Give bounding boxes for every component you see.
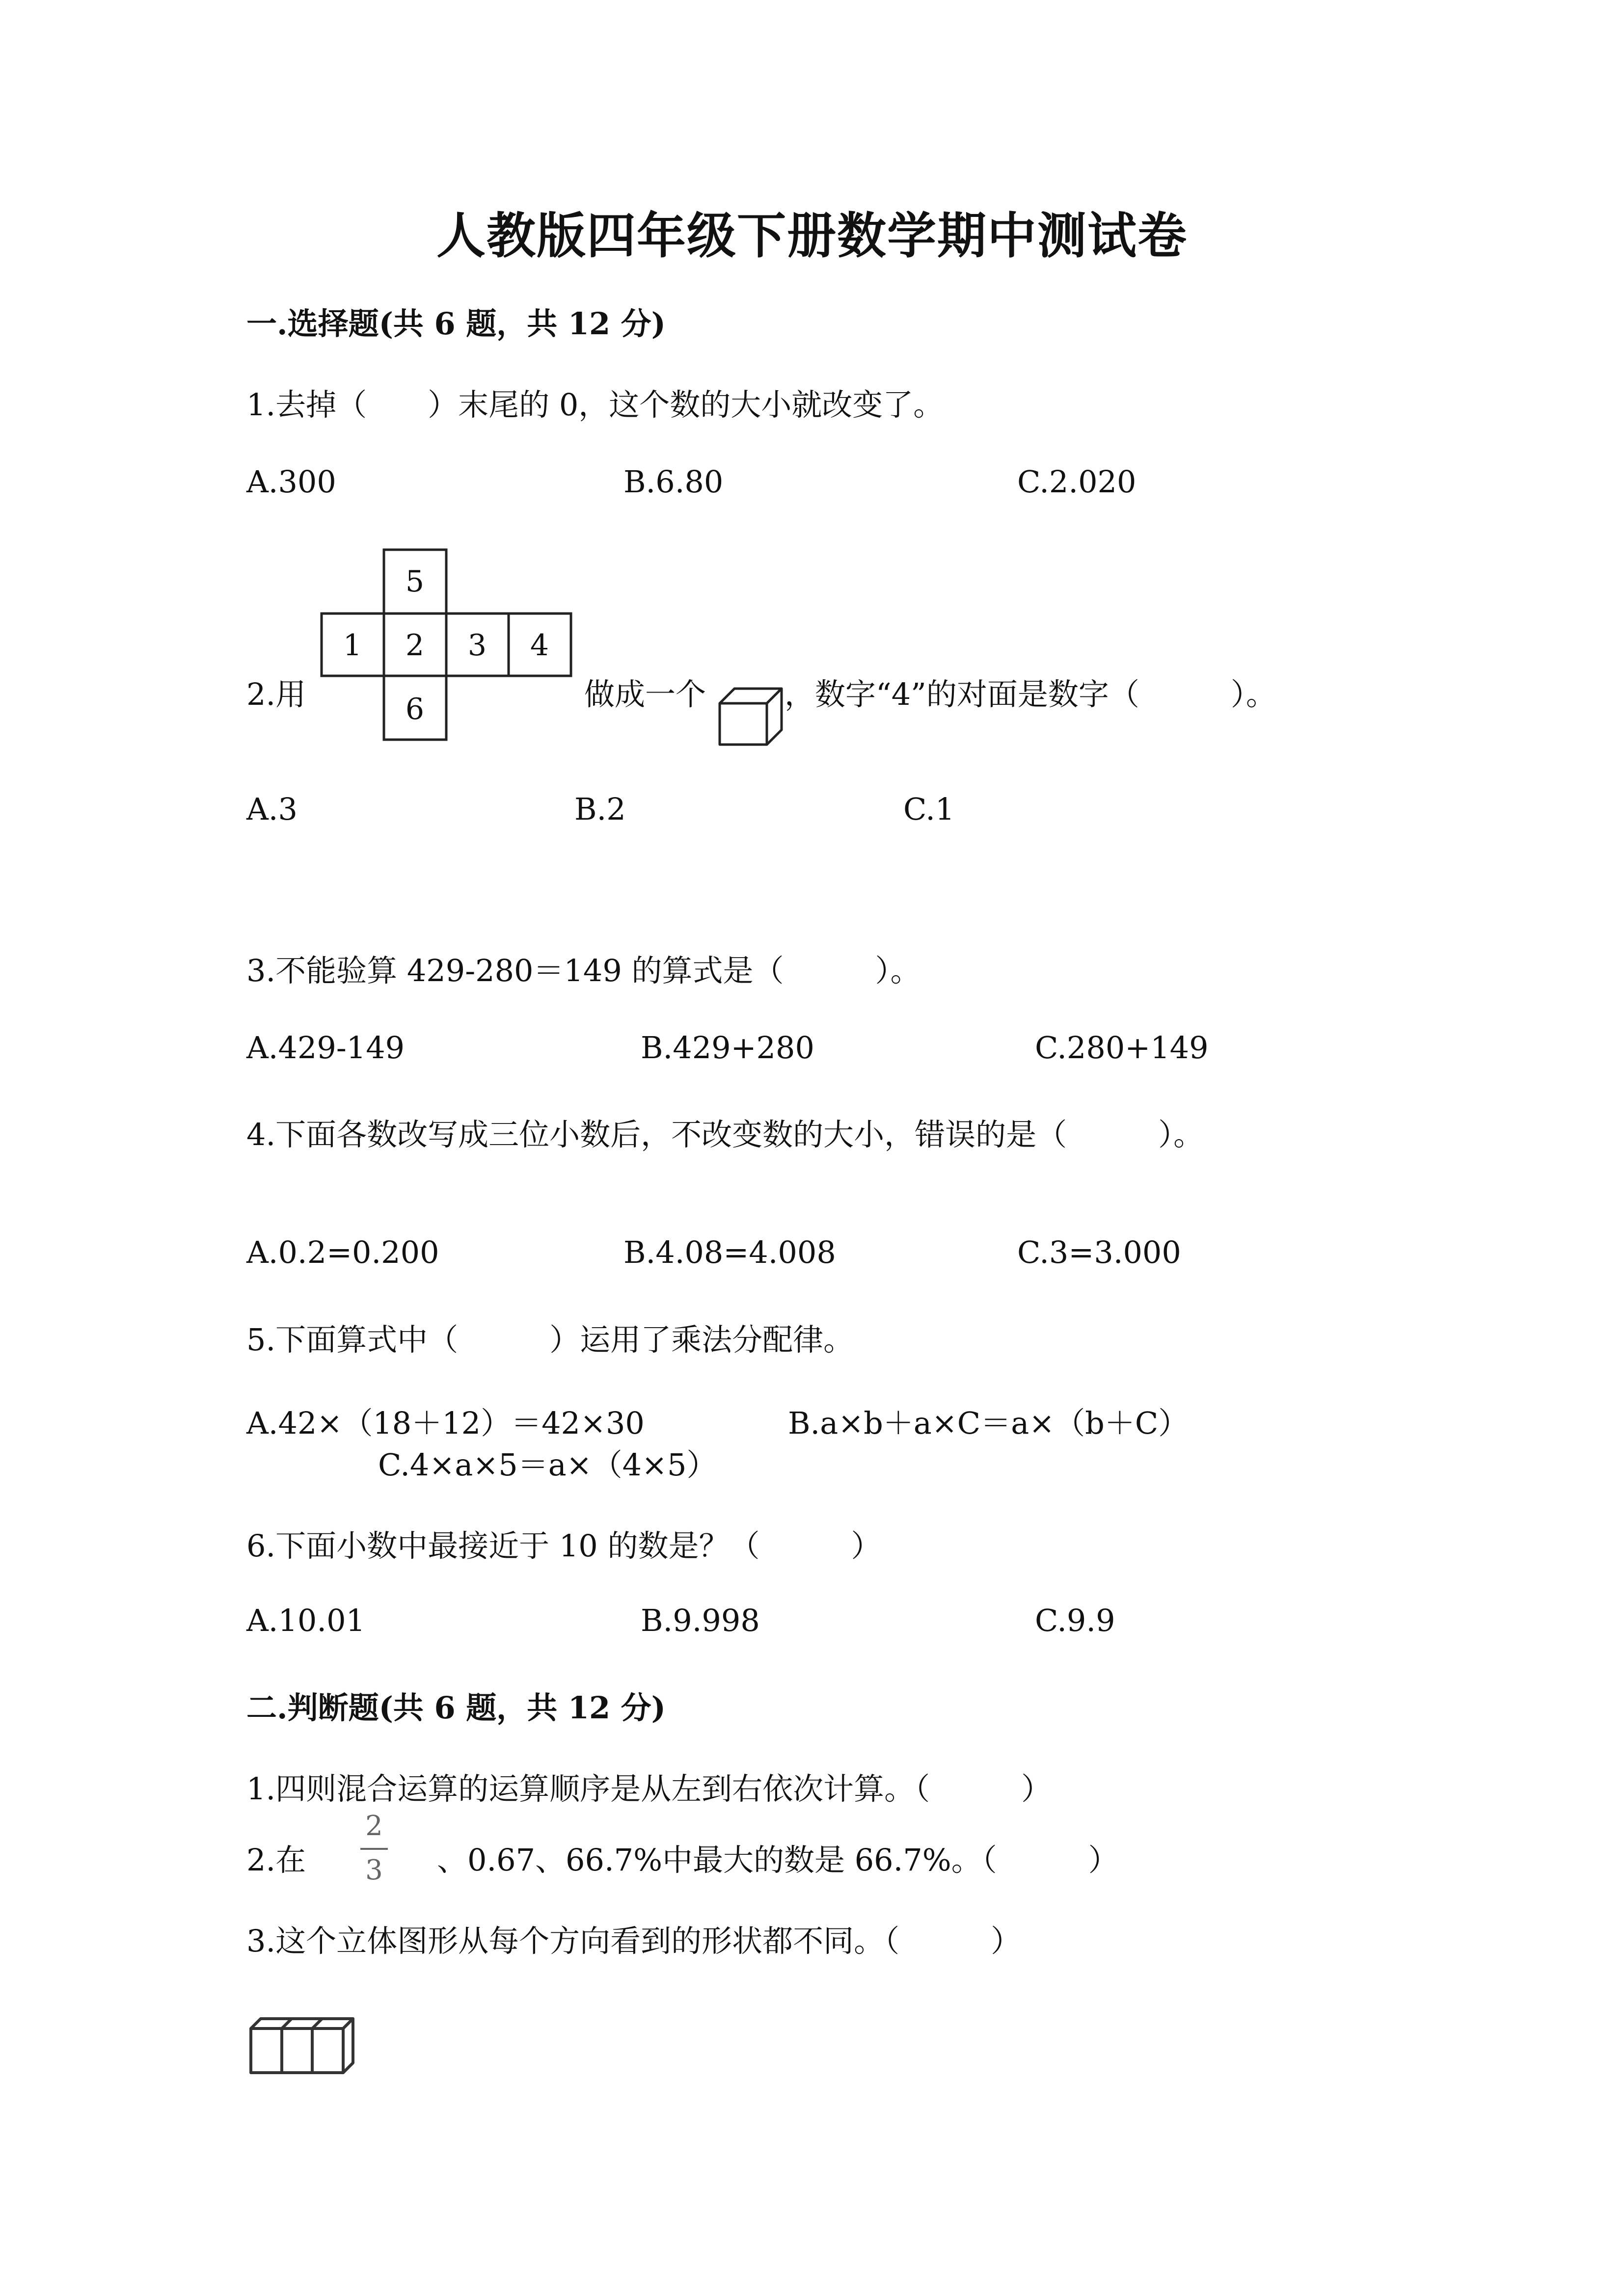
q1-option-a: A.300 [246, 464, 336, 500]
judge-2-prefix: 2.在 [246, 1842, 306, 1878]
net-label: 5 [405, 564, 425, 599]
net-label: 6 [405, 692, 425, 726]
question-3: 3.不能验算 429-280＝149 的算式是（ ）。 [246, 953, 921, 988]
q5-option-b: B.a×b＋a×C＝a×（b＋C） [788, 1405, 1189, 1441]
judge-3: 3.这个立体图形从每个方向看到的形状都不同。（ ） [246, 1923, 1022, 1959]
net-label: 3 [467, 628, 487, 663]
question-4: 4.下面各数改写成三位小数后，不改变数的大小，错误的是（ ）。 [246, 1117, 1204, 1152]
question-2-prefix: 2.用 [246, 676, 306, 712]
net-label: 2 [405, 628, 425, 663]
q6-option-c: C.9.9 [1035, 1602, 1115, 1638]
q1-option-c: C.2.020 [1017, 464, 1137, 500]
q6-option-b: B.9.998 [641, 1602, 760, 1638]
q4-option-b: B.4.08=4.008 [623, 1234, 836, 1270]
cube-net-figure [322, 550, 577, 741]
fraction-numerator: 2 [365, 1810, 383, 1842]
question-6: 6.下面小数中最接近于 10 的数是？（ ） [246, 1528, 882, 1564]
q3-option-b: B.429+280 [641, 1030, 814, 1066]
q4-option-a: A.0.2=0.200 [246, 1234, 439, 1270]
question-2-suffix: ，数字“4”的对面是数字（ ）。 [785, 676, 1276, 712]
q2-option-c: C.1 [903, 791, 955, 827]
section-heading-choice: 一.选择题(共 6 题，共 12 分) [246, 306, 666, 342]
judge-1: 1.四则混合运算的运算顺序是从左到右依次计算。（ ） [246, 1771, 1052, 1807]
q2-option-a: A.3 [246, 791, 298, 827]
q1-option-b: B.6.80 [623, 464, 724, 500]
q3-option-a: A.429-149 [246, 1030, 405, 1066]
section-heading-judge: 二.判断题(共 6 题，共 12 分) [246, 1690, 666, 1726]
fraction-denominator: 3 [365, 1854, 383, 1886]
net-label: 1 [343, 628, 362, 663]
page-title: 人教版四年级下册数学期中测试卷 [436, 207, 1188, 265]
q2-option-b: B.2 [574, 791, 626, 827]
fraction-bar [360, 1848, 388, 1850]
question-1: 1.去掉（ ）末尾的 0，这个数的大小就改变了。 [246, 387, 944, 423]
net-label: 4 [530, 628, 549, 663]
q5-option-c: C.4×a×5＝a×（4×5） [378, 1447, 717, 1483]
judge-2-suffix: 、0.67、66.7%中最大的数是 66.7%。（ ） [437, 1842, 1119, 1878]
question-2-middle: 做成一个 [584, 676, 706, 712]
q4-option-c: C.3=3.000 [1017, 1234, 1181, 1270]
q3-option-c: C.280+149 [1035, 1030, 1209, 1066]
question-5: 5.下面算式中（ ）运用了乘法分配律。 [246, 1322, 854, 1358]
cube-icon [717, 685, 785, 748]
q5-option-a: A.42×（18＋12）＝42×30 [246, 1405, 645, 1441]
three-cube-figure [248, 2015, 356, 2076]
q6-option-a: A.10.01 [246, 1602, 365, 1638]
